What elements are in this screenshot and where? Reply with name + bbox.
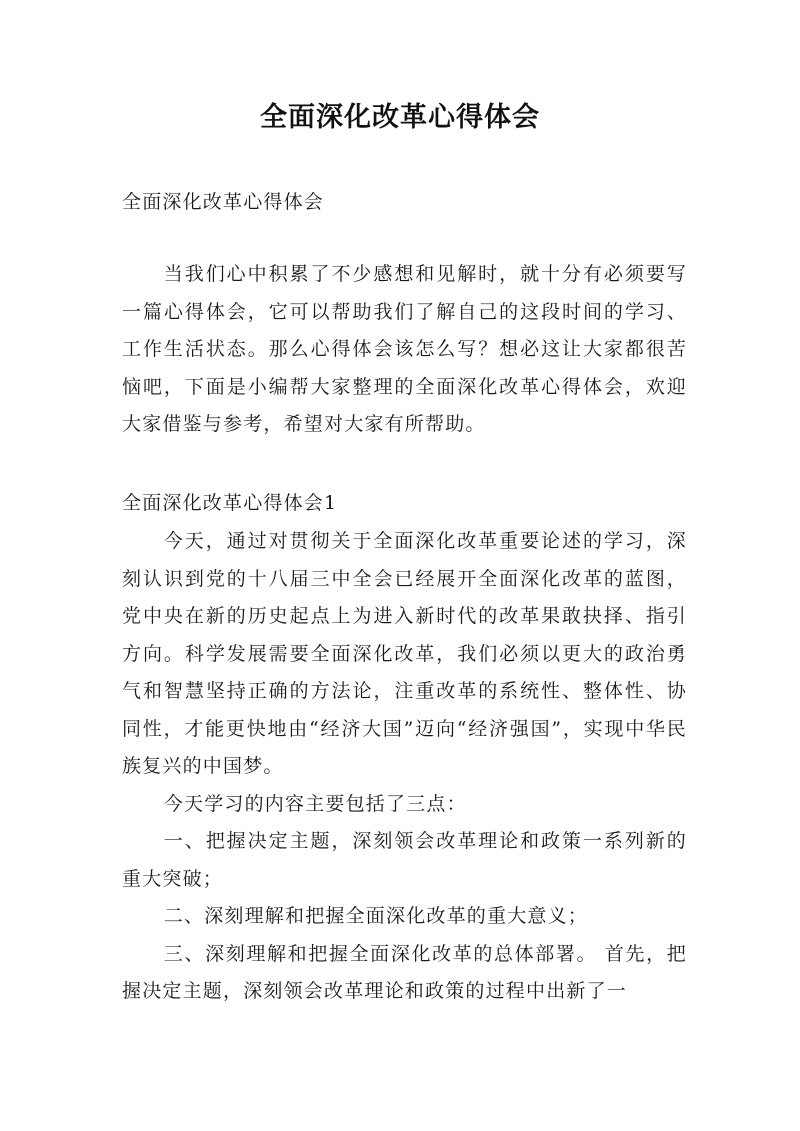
body-paragraph-2: 今天学习的内容主要包括了三点： (163, 792, 467, 815)
document-title: 全面深化改革心得体会 (260, 102, 540, 133)
section-body (122, 523, 687, 1011)
section-heading: 全面深化改革心得体会1 (122, 492, 338, 514)
body-paragraph-5: 三、深刻理解和把握全面深化改革的总体部署。 首先，把握决定主题，深刻领会改革理论和政策的过程中出新了一 (122, 942, 687, 1002)
body-paragraph-3: 一、把握决定主题，深刻领会改革理论和政策一系列新的重大突破； (122, 830, 687, 890)
body-paragraph-1: 今天，通过对贯彻关于全面深化改革重要论述的学习，深刻认识到党的十八届三中全会已经展开全面深化改革的蓝图，党中央在新的历史起点上为进入新时代的改革果敢抉择、指引方向。科学发展需要全面深化改革，我们必须以更大的政治勇气和智慧坚持正确的方法论，注重改革的系统性、整体性、协同性，才能更快地由“经济大国”迈向“经济强国”，实现中华民族复兴的中国梦。 (122, 530, 687, 777)
document-subtitle: 全面深化改革心得体会 (122, 191, 325, 213)
intro-paragraph: 当我们心中积累了不少感想和见解时，就十分有必须要写一篇心得体会，它可以帮助我们了解自己的这段时间的学习、工作生活状态。那么心得体会该怎么写？想必这让大家都很苦恼吧，下面是小编帮大家整理的全面深化改革心得体会，欢迎大家借鉴与参考，希望对大家有所帮助。 (122, 263, 687, 435)
body-paragraph-4: 二、深刻理解和把握全面深化改革的重大意义； (163, 905, 588, 927)
